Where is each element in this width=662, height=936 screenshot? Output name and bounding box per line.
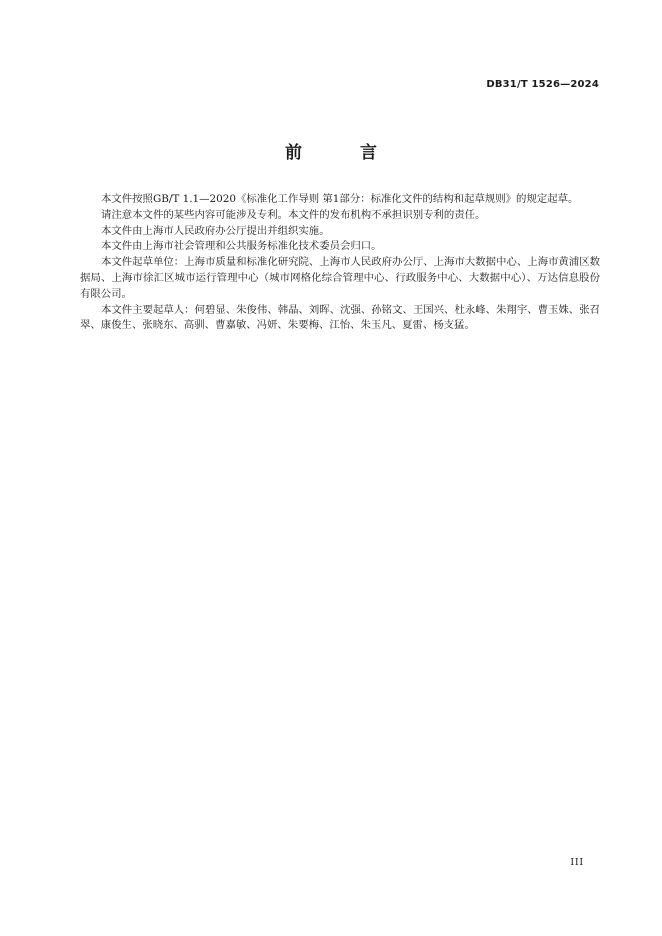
page-number: III xyxy=(570,857,584,868)
paragraph-drafting-units: 本文件起草单位：上海市质量和标准化研究院、上海市人民政府办公厅、上海市大数据中心、上海市黄浦区数据局、上海市徐汇区城市运行管理中心（城市网格化综合管理中心、行政服务中心、大数据中心）、万达信息股份有限公司。 xyxy=(80,256,600,300)
paragraph-drafters: 本文件主要起草人：何碧显、朱俊伟、韩晶、刘晖、沈强、孙铭文、王国兴、杜永峰、朱翔宇、曹玉姝、张召翠、康俊生、张晓东、高驯、曹嘉敏、冯妍、朱要梅、江怡、朱玉凡、夏雷、杨支猛。 xyxy=(80,303,600,332)
paragraph-drafting-basis: 本文件按照GB/T 1.1—2020《标准化工作导则 第1部分：标准化文件的结构和起草规则》的规定起草。 xyxy=(101,193,579,205)
document-code: DB31/T 1526—2024 xyxy=(486,79,599,90)
paragraph-committee: 本文件由上海市社会管理和公共服务标准化技术委员会归口。 xyxy=(101,240,382,253)
paragraph-patent-notice: 请注意本文件的某些内容可能涉及专利。本文件的发布机构不承担识别专利的责任。 xyxy=(101,208,486,221)
page-title: 前 言 xyxy=(285,143,403,163)
document-body xyxy=(80,192,600,334)
paragraph-proposer: 本文件由上海市人民政府办公厅提出并组织实施。 xyxy=(101,224,330,237)
